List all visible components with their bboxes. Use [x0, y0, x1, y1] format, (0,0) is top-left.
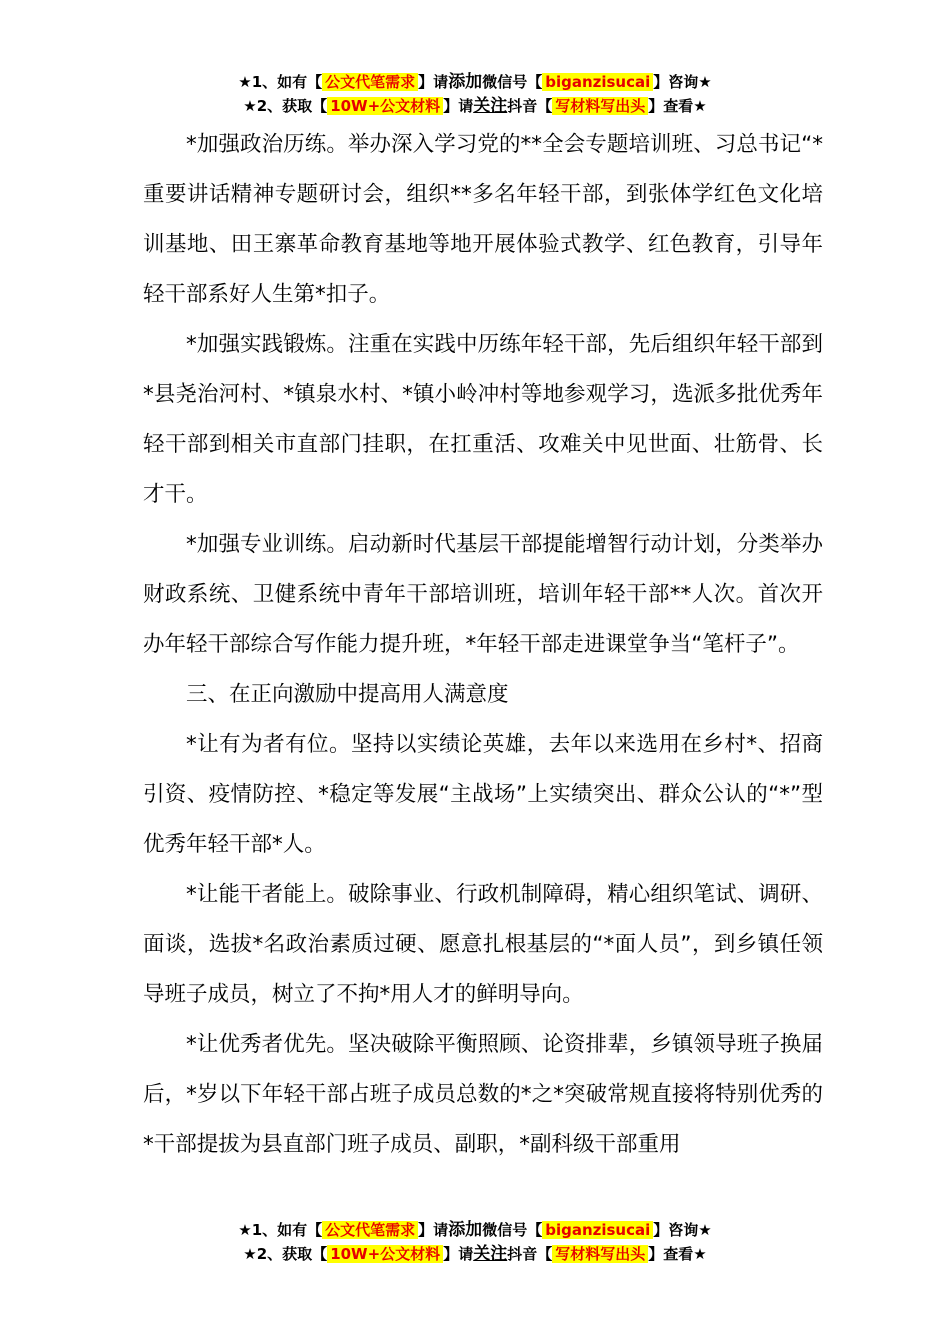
- paragraph: *加强实践锻炼。注重在实践中历练年轻干部，先后组织年轻干部到*县尧治河村、*镇泉水村、*镇小岭冲村等地参观学习，选派多批优秀年轻干部到相关市直部门挂职，在扛重活、攻难关中见世面、壮筋骨、长才干。: [143, 332, 823, 507]
- promo-line-1: ★1、如有【 公文代笔需求 】请添加微信号【 biganzisucai 】咨询★: [238, 72, 712, 92]
- promo-highlight: 10W+公文材料: [327, 1245, 443, 1263]
- promo-line-2: ★2、获取【 10W+公文材料 】请关注抖音【 写材料写出头 】查看★: [243, 1244, 707, 1264]
- promo-highlight: 公文代笔需求: [322, 1221, 418, 1239]
- promo-line-2: ★2、获取【 10W+公文材料 】请关注抖音【 写材料写出头 】查看★: [243, 96, 707, 116]
- footer-promo-banner: [0, 1218, 950, 1266]
- promo-line-1: ★1、如有【 公文代笔需求 】请添加微信号【 biganzisucai 】咨询★: [238, 1220, 712, 1240]
- paragraph: *加强政治历练。举办深入学习党的**全会专题培训班、习总书记“*重要讲话精神专题研讨会，组织**多名年轻干部，到张体学红色文化培训基地、田王寨革命教育基地等地开展体验式教学、红色教育，引导年轻干部系好人生第*扣子。: [143, 132, 823, 307]
- promo-highlight: 写材料写出头: [552, 1245, 648, 1263]
- document-body: [143, 120, 823, 1170]
- paragraph: *加强专业训练。启动新时代基层干部提能增智行动计划，分类举办财政系统、卫健系统中青年干部培训班，培训年轻干部**人次。首次开办年轻干部综合写作能力提升班，*年轻干部走进课堂争当“笔杆子”。: [143, 532, 823, 657]
- promo-highlight: biganzisucai: [542, 73, 653, 91]
- paragraph: *让有为者有位。坚持以实绩论英雄，去年以来选用在乡村*、招商引资、疫情防控、*稳定等发展“主战场”上实绩突出、群众公认的“*”型优秀年轻干部*人。: [143, 732, 823, 857]
- section-heading: 三、在正向激励中提高用人满意度: [186, 682, 509, 707]
- paragraph: *让优秀者优先。坚决破除平衡照顾、论资排辈，乡镇领导班子换届后，*岁以下年轻干部占班子成员总数的*之*突破常规直接将特别优秀的*干部提拔为县直部门班子成员、副职，*副科级干部重用: [143, 1032, 823, 1157]
- promo-highlight: 公文代笔需求: [322, 73, 418, 91]
- header-promo-banner: [0, 70, 950, 118]
- promo-highlight: 写材料写出头: [552, 97, 648, 115]
- promo-highlight: biganzisucai: [542, 1221, 653, 1239]
- promo-highlight: 10W+公文材料: [327, 97, 443, 115]
- paragraph: *让能干者能上。破除事业、行政机制障碍，精心组织笔试、调研、面谈，选拔*名政治素质过硬、愿意扎根基层的“*面人员”，到乡镇任领导班子成员，树立了不拘*用人才的鲜明导向。: [143, 882, 823, 1007]
